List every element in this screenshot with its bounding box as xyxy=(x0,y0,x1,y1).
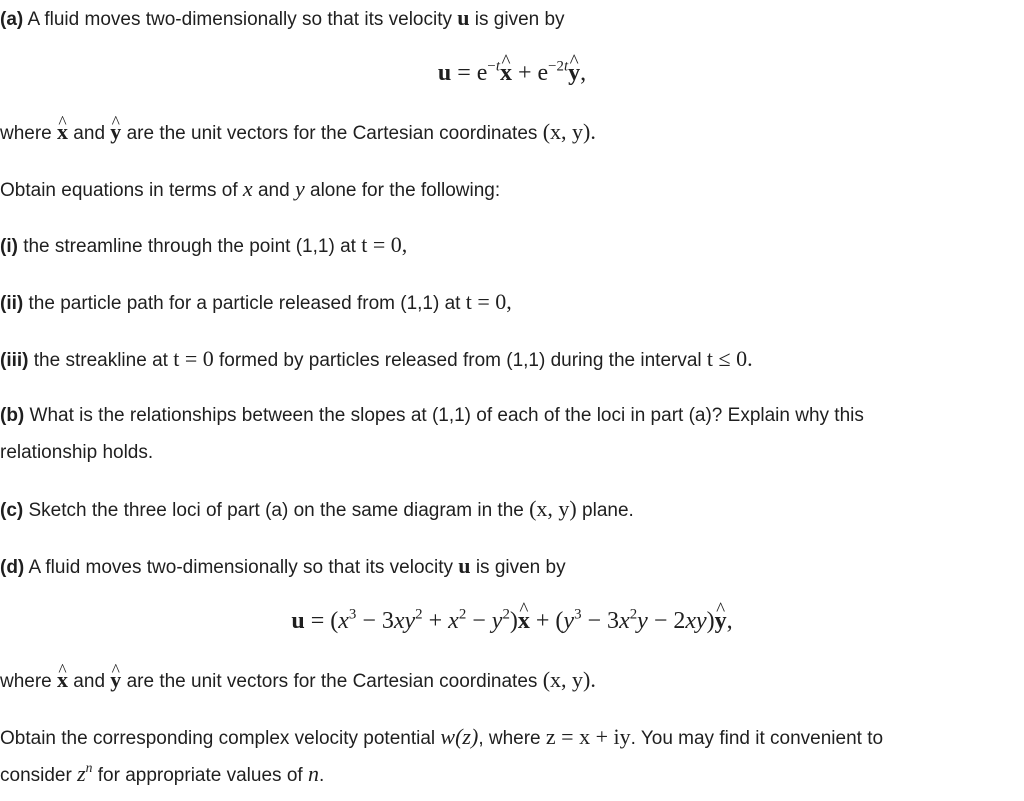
item-iii: (iii) the streakline at t = 0 formed by particles released from (1,1) during the interval t ≤ 0. xyxy=(0,346,753,371)
part-a-label: (a) xyxy=(0,9,24,30)
unit-vectors-line-d: where ^ x and ^ y are the unit vectors for the Cartesian coordinates (x, y). xyxy=(0,668,1024,694)
velocity-equation-d: $u = (x^3 - 3xy^2 + x^2$ − $y^2)\^{}$ $x + (y^3 - 3x^2y$ − 2xy)^ y, xyxy=(0,606,1024,636)
part-b-line2: relationship holds. xyxy=(0,442,154,463)
velocity-equation-a: $u = e^{-t}\^{}$ $x + e^{-2t}\^{}$ y, xyxy=(0,58,1024,88)
obtain-line-a: Obtain equations in terms of x and y alone for the following: xyxy=(0,176,501,201)
part-b-line1: (b) What is the relationships between the slopes at (1,1) of each of the loci in part (a)? Explain why this xyxy=(0,405,864,426)
obtain-line-d: Obtain the corresponding complex velocity potential w(z), where z = x + iy. You may find it convenient to xyxy=(0,724,884,749)
part-c: (c) Sketch the three loci of part (a) on the same diagram in the (x, y) plane. xyxy=(0,496,634,521)
item-ii: (ii) the particle path for a particle released from (1,1) at t = 0, xyxy=(0,289,512,314)
consider-line-d: consider $z^n$ for appropriate values of n. xyxy=(0,760,325,786)
part-d-intro: (d) A fluid moves two-dimensionally so that its velocity u is given by xyxy=(0,553,566,578)
part-a-intro: (a) A fluid moves two-dimensionally so that its velocity u is given by xyxy=(0,5,565,30)
item-i: (i) the streamline through the point (1,1) at t = 0, xyxy=(0,232,408,257)
unit-vectors-line-a: where ^ x and ^ y are the unit vectors for the Cartesian coordinates (x, y). xyxy=(0,120,1024,146)
velocity-symbol: u xyxy=(457,5,470,30)
